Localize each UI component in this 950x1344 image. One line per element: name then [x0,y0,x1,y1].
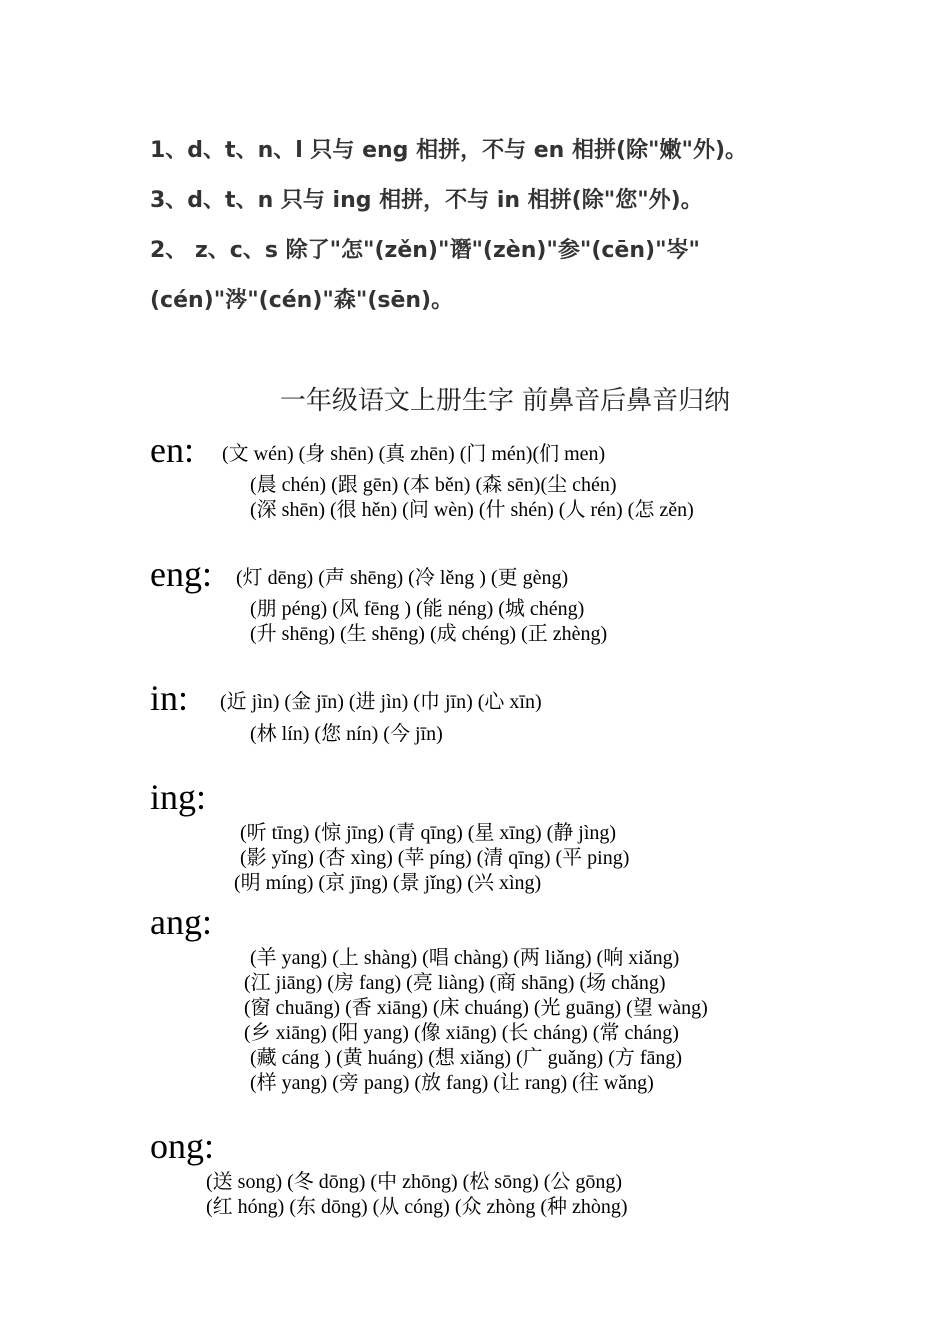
section-ang-line-3: (窗 chuāng) (香 xiāng) (床 chuáng) (光 guāng) (望 wàng) [244,997,708,1019]
section-heading-in: in: [150,678,189,718]
section-in-line-1: (近 jìn) (金 jīn) (进 jìn) (巾 jīn) (心 xīn) [220,691,542,713]
section-en-line-3: (深 shēn) (很 hěn) (问 wèn) (什 shén) (人 rén) (怎 zěn) [250,499,694,521]
section-heading-ing: ing: [150,777,207,817]
page-title: 一年级语文上册生字 前鼻音后鼻音归纳 [279,386,731,416]
section-heading-ang: ang: [150,902,212,942]
section-heading-ong: ong: [150,1126,215,1166]
rule-line-4: (cén)"涔"(cén)"森"(sēn)。 [150,288,454,313]
section-ang-line-2: (江 jiāng) (房 fang) (亮 liàng) (商 shāng) (场 chǎng) [244,972,666,994]
rule-line-3: 2、 z、c、s 除了"怎"(zěn)"谮"(zèn)"参"(cēn)"岑" [150,238,700,263]
rule-line-1: 1、d、t、n、l 只与 eng 相拼，不与 en 相拼(除"嫩"外)。 [150,138,748,163]
section-ang-line-5: (藏 cáng ) (黄 huáng) (想 xiǎng) (广 guǎng) (方 fāng) [250,1047,683,1069]
section-eng-line-2: (朋 péng) (风 fēng ) (能 néng) (城 chéng) [250,598,585,620]
rule-line-2: 3、d、t、n 只与 ing 相拼，不与 in 相拼(除"您"外)。 [150,188,703,213]
section-ing-line-1: (听 tīng) (惊 jīng) (青 qīng) (星 xīng) (静 jìng) [240,822,617,844]
section-ong-line-1: (送 song) (冬 dōng) (中 zhōng) (松 sōng) (公 gōng) [206,1171,623,1193]
section-eng-line-1: (灯 dēng) (声 shēng) (冷 lěng ) (更 gèng) [236,567,569,589]
section-in-line-2: (林 lín) (您 nín) (今 jīn) [250,723,443,745]
section-ang-line-4: (乡 xiāng) (阳 yang) (像 xiāng) (长 cháng) (常 cháng) [244,1022,679,1044]
section-heading-en: en: [150,430,194,470]
section-en-line-2: (晨 chén) (跟 gēn) (本 běn) (森 sēn)(尘 chén) [250,474,617,496]
section-ing-line-2: (影 yǐng) (杏 xìng) (苹 píng) (清 qīng) (平 ping) [240,847,630,869]
section-ang-line-6: (样 yang) (旁 pang) (放 fang) (让 rang) (往 wǎng) [250,1072,654,1094]
section-ang-line-1: (羊 yang) (上 shàng) (唱 chàng) (两 liǎng) (响 xiǎng) [250,947,680,969]
section-eng-line-3: (升 shēng) (生 shēng) (成 chéng) (正 zhèng) [250,623,608,645]
section-en-line-1: (文 wén) (身 shēn) (真 zhēn) (门 mén)(们 men) [222,443,606,465]
section-ing-line-3: (明 míng) (京 jīng) (景 jǐng) (兴 xìng) [234,872,542,894]
section-heading-eng: eng: [150,554,212,594]
section-ong-line-2: (红 hóng) (东 dōng) (从 cóng) (众 zhòng (种 zhòng) [206,1196,628,1218]
